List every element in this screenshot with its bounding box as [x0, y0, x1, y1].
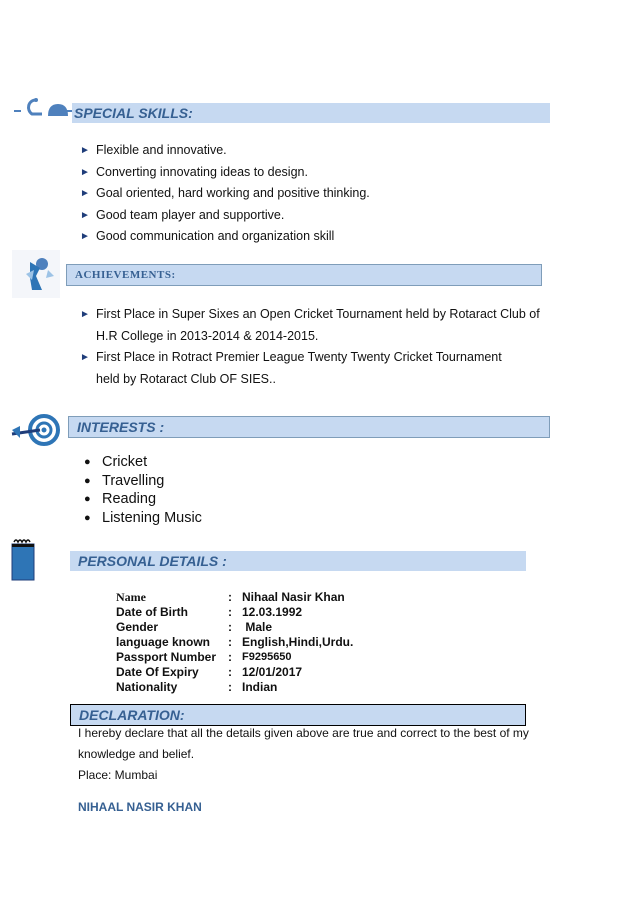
table-row: Nationality : Indian	[116, 680, 278, 694]
interests-list	[80, 453, 202, 527]
list-item: ► First Place in Rotract Premier League Twenty Twenty Cricket Tournament held by Rotaract Club OF SIES..	[80, 347, 540, 390]
list-item: ● Reading	[84, 491, 157, 507]
notepad-icon	[10, 538, 38, 582]
skills-icon	[14, 96, 72, 120]
list-item: ● Travelling	[84, 472, 165, 489]
table-row: language known : English,Hindi,Urdu.	[116, 635, 354, 649]
list-item: ● Cricket	[84, 454, 148, 470]
skills-list	[80, 140, 370, 248]
dot-bullet-icon: ●	[84, 474, 91, 487]
list-item: ► Good communication and organization skill	[80, 226, 370, 248]
table-row: Name : Nihaal Nasir Khan	[116, 590, 345, 604]
arrow-bullet-icon: ►	[80, 309, 90, 320]
personal-details-table	[116, 590, 353, 695]
list-item: ► Good team player and supportive.	[80, 205, 370, 227]
table-row: Gender : Male	[116, 620, 273, 634]
interests-heading: INTERESTS :	[68, 416, 550, 438]
arrow-bullet-icon: ►	[80, 352, 90, 363]
arrow-bullet-icon: ►	[80, 188, 90, 199]
dot-bullet-icon: ●	[84, 493, 91, 505]
achievements-list	[80, 304, 540, 390]
skills-heading: SPECIAL SKILLS:	[72, 103, 550, 123]
personal-details-heading: PERSONAL DETAILS :	[70, 551, 526, 571]
arrow-bullet-icon: ►	[80, 209, 90, 221]
list-item: ► Goal oriented, hard working and positive thinking.	[80, 183, 370, 205]
trophy-icon	[12, 250, 60, 298]
target-icon	[10, 408, 60, 452]
arrow-bullet-icon: ►	[80, 231, 90, 242]
place-text: Place: Mumbai	[78, 768, 158, 782]
list-item: ► Flexible and innovative.	[80, 140, 370, 162]
achievements-heading: ACHIEVEMENTS:	[66, 264, 542, 286]
list-item: ● Listening Music	[84, 509, 202, 526]
list-item: ► Converting innovating ideas to design.	[80, 162, 370, 184]
arrow-bullet-icon: ►	[80, 166, 90, 178]
signature-name: NIHAAL NASIR KHAN	[78, 800, 202, 814]
dot-bullet-icon: ●	[84, 511, 91, 524]
declaration-heading: DECLARATION:	[70, 704, 526, 726]
arrow-bullet-icon: ►	[80, 145, 90, 156]
list-item: ► First Place in Super Sixes an Open Cricket Tournament held by Rotaract Club of H.R College in 2013-2014 & 2014-2015.	[80, 304, 540, 347]
table-row: Passport Number : F9295650	[116, 650, 292, 664]
table-row: Date Of Expiry : 12/01/2017	[116, 665, 303, 679]
declaration-text: I hereby declare that all the details given above are true and correct to the best of my knowledge and belief. Place: Mumbai	[78, 723, 529, 786]
dot-bullet-icon: ●	[84, 456, 91, 468]
table-row: Date of Birth : 12.03.1992	[116, 605, 303, 619]
